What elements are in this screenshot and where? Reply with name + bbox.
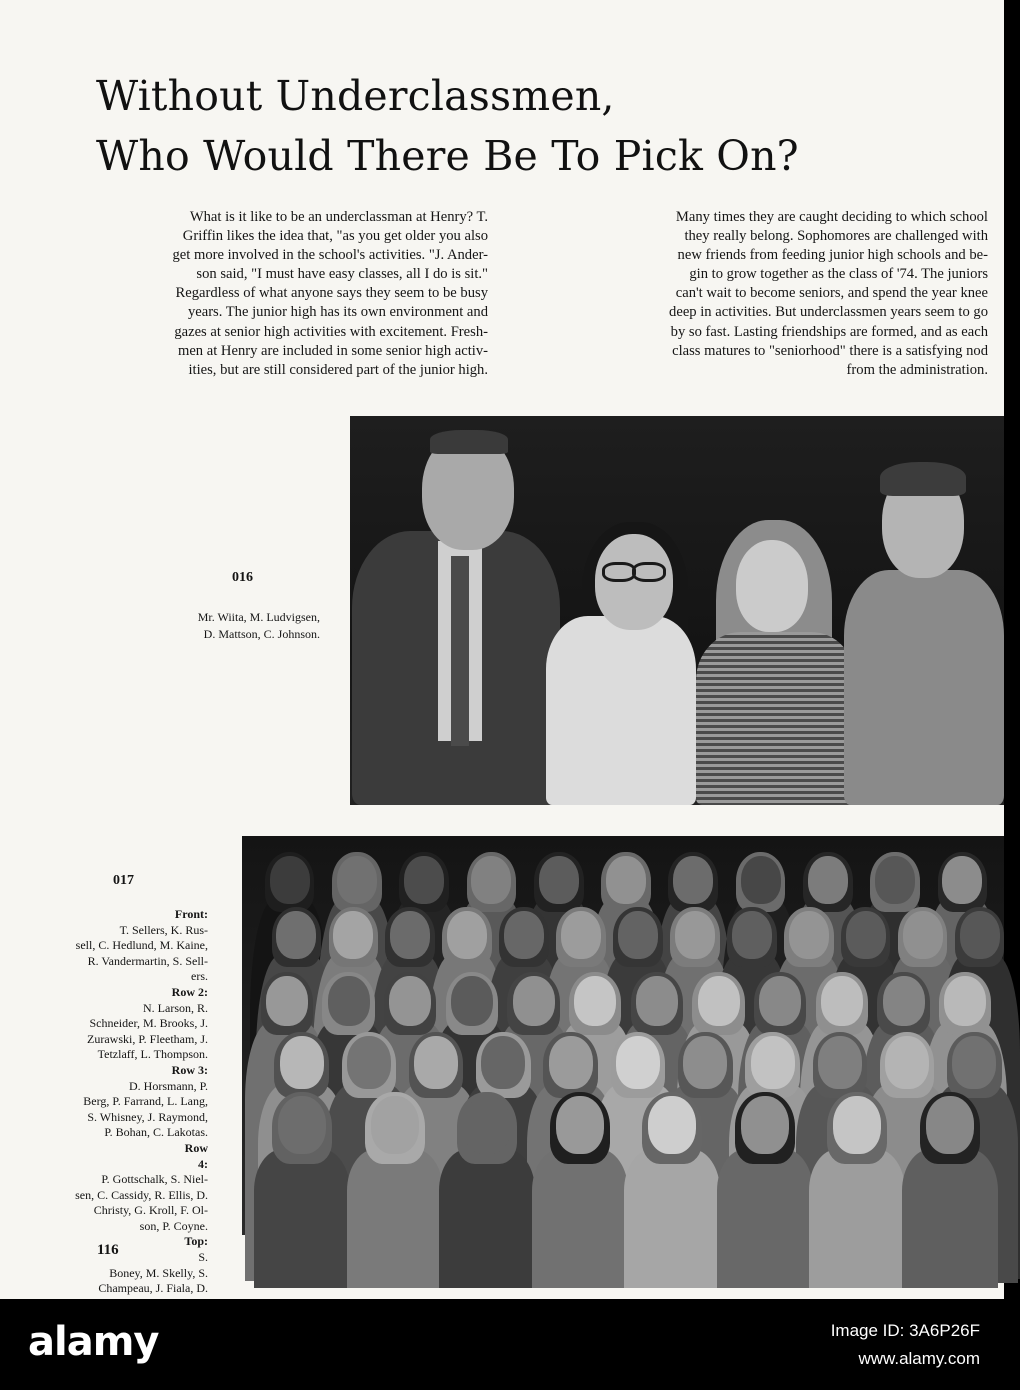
body-line: deep in activities. But underclassmen years seem to go — [669, 304, 988, 321]
caption-names: son, P. Coyne. — [139, 1218, 208, 1233]
caption-names: Berg, P. Farrand, L. Lang, — [83, 1094, 208, 1109]
body-line: years. The junior high has its own environment and — [187, 304, 488, 321]
caption-line — [30, 1110, 208, 1126]
body-line: new friends from feeding junior high schools and be- — [677, 247, 988, 264]
body-line: they really belong. Sophomores are challenged with — [684, 228, 988, 245]
body-line: by so fast. Lasting friendships are formed, and as each — [670, 323, 988, 340]
caption-line — [30, 1188, 208, 1204]
caption-names: Tetzlaff, L. Thompson. — [97, 1047, 208, 1062]
caption-names: N. Larson, R. — [143, 1000, 208, 1015]
body-line: Many times they are caught deciding to which school — [675, 209, 988, 225]
photo-017-class-group — [242, 836, 1004, 1235]
caption-names: P. Bohan, C. Lakotas. — [104, 1125, 208, 1140]
caption-names: ers. — [191, 969, 208, 984]
photo-017-caption — [30, 907, 208, 1328]
student-figure — [347, 1096, 443, 1235]
caption-line — [30, 1266, 208, 1282]
body-line: gazes at senior high activities with excitement. Fresh- — [174, 323, 488, 340]
student-figure — [809, 1096, 905, 1235]
photo-016-group-portrait — [350, 416, 1004, 805]
caption-row-label: Top: — [184, 1234, 208, 1249]
caption-names: S. Whisney, J. Raymond, — [87, 1109, 208, 1124]
caption-row-label: Row 3: — [171, 1062, 208, 1077]
body-line: from the administration. — [846, 361, 988, 378]
caption-line — [30, 1032, 208, 1048]
caption-line: D. Mattson, C. Johnson. — [203, 627, 320, 641]
caption-names: sen, C. Cassidy, R. Ellis, D. — [75, 1187, 208, 1202]
caption-names: Zurawski, P. Fleetham, J. — [87, 1031, 208, 1046]
body-line: Regardless of what anyone says they seem to be busy — [175, 285, 488, 302]
caption-names: P. Gottschalk, S. Niel- — [101, 1172, 208, 1187]
body-line: men at Henry are included in some senior high activ- — [177, 342, 488, 359]
body-line: can't wait to become seniors, and spend the year knee — [675, 285, 988, 302]
student-crowd — [242, 836, 1004, 1235]
person-figure — [350, 416, 1004, 805]
caption-names: Boney, M. Skelly, S. — [109, 1265, 208, 1280]
photo-number-017: 017 — [113, 873, 134, 888]
caption-row-label: Row — [184, 1140, 208, 1155]
photo-number-016: 016 — [232, 570, 253, 585]
caption-line — [30, 1125, 208, 1156]
body-line: Griffin likes the idea that, "as you get older you also — [182, 228, 488, 245]
caption-line — [30, 1281, 208, 1297]
caption-line — [30, 1203, 208, 1219]
stock-watermark-bar — [0, 1299, 1004, 1390]
caption-line: Mr. Wiita, M. Ludvigsen, — [197, 610, 320, 624]
page-title — [96, 66, 799, 186]
caption-row-label: Row 2: — [171, 984, 208, 999]
title-line-1: Without Underclassmen, — [96, 72, 615, 120]
caption-line — [30, 938, 208, 954]
student-figure — [624, 1096, 720, 1235]
student-figure — [439, 1096, 535, 1235]
caption-line — [30, 954, 208, 970]
source-url: www.alamy.com — [858, 1349, 980, 1368]
body-line: What is it like to be an underclassman at Henry? T. — [189, 209, 488, 225]
caption-line — [30, 1094, 208, 1110]
caption-names: D. Horsmann, P. — [128, 1078, 208, 1093]
caption-names: Christy, G. Kroll, F. Ol- — [93, 1203, 208, 1218]
caption-names: sell, C. Hedlund, M. Kaine, — [75, 938, 208, 953]
caption-line — [30, 1157, 208, 1188]
alamy-logo: alamy — [28, 1319, 159, 1365]
caption-names: S. — [198, 1250, 208, 1265]
caption-names: Champeau, J. Fiala, D. — [98, 1281, 208, 1296]
image-id: Image ID: 3A6P26F — [830, 1321, 980, 1340]
caption-line — [30, 1016, 208, 1032]
caption-line — [30, 1063, 208, 1094]
body-text-left — [102, 208, 488, 380]
student-figure — [902, 1096, 998, 1235]
student-figure — [717, 1096, 813, 1235]
body-line: class matures to "seniorhood" there is a satisfying nod — [672, 342, 988, 359]
caption-line — [30, 969, 208, 1016]
caption-line — [30, 1047, 208, 1063]
caption-row-label: Front: — [174, 907, 208, 921]
body-line: gin to grow together as the class of '74. The juniors — [689, 266, 988, 283]
caption-names: R. Vandermartin, S. Sell- — [87, 953, 208, 968]
title-line-2: Who Would There Be To Pick On? — [96, 132, 799, 180]
photo-016-caption — [140, 609, 320, 643]
caption-names: Schneider, M. Brooks, J. — [89, 1016, 208, 1031]
body-line: get more involved in the school's activities. "J. Ander- — [172, 247, 488, 264]
caption-line — [30, 907, 208, 938]
body-line: ities, but are still considered part of the junior high. — [188, 361, 488, 378]
caption-names: T. Sellers, K. Rus- — [119, 922, 208, 937]
student-figure — [254, 1096, 350, 1235]
caption-row-label: 4: — [198, 1156, 208, 1171]
body-text-right — [596, 208, 988, 380]
page-number: 116 — [97, 1242, 119, 1258]
student-figure — [532, 1096, 628, 1235]
caption-line — [30, 1219, 208, 1266]
body-line: son said, "I must have easy classes, all I do is sit." — [196, 266, 488, 283]
